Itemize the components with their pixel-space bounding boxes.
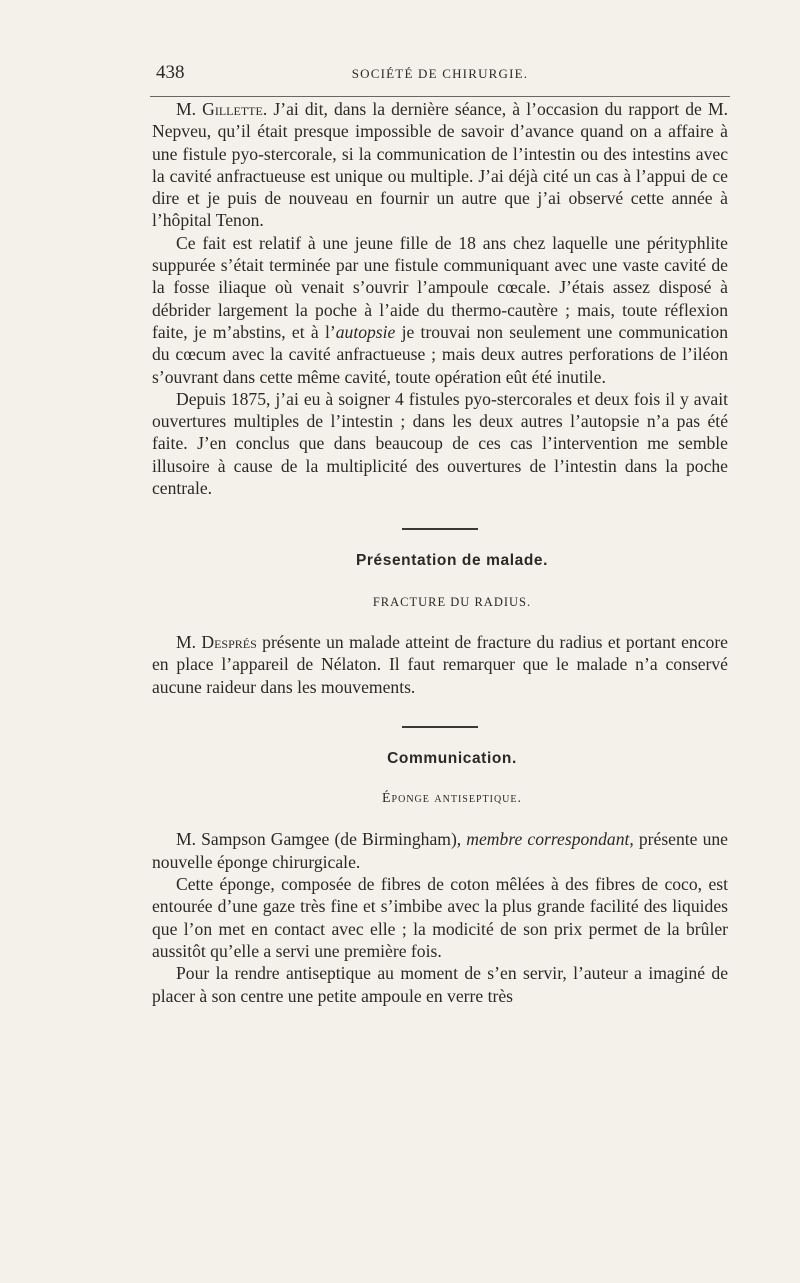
section-subtitle-eponge: Éponge antiseptique. — [382, 791, 522, 807]
section-communication — [152, 726, 728, 811]
body-text — [152, 98, 728, 1007]
paragraph-since-1875 — [152, 388, 728, 499]
paragraph-case — [152, 232, 728, 388]
section-subtitle-fracture: FRACTURE DU RADIUS. — [372, 594, 532, 609]
paragraph-gamgee-italic: membre correspondant, — [466, 829, 634, 850]
paragraph-antiseptique-text: Pour la rendre antiseptique au moment de s’en servir, l’auteur a imaginé de placer à son centre une petite ampoule en verre très — [152, 963, 728, 1006]
paragraph-case-before: Ce fait est relatif à une jeune fille de 18 ans chez laquelle une pérityphlite suppurée s’était terminée par une fistule communiquant avec une vaste cavité de la fosse iliaque où venait s’ouvrir l’ampoule cœcale. J’étais assez disposé à débrider largement la poche à l’aide du thermo-cautère ; mais, toute réflexion faite, je m’abstins, et à l’ — [152, 232, 728, 342]
paragraph-antiseptique — [152, 962, 728, 1007]
speaker-despres: M. Després — [176, 631, 257, 652]
section-title-communication: Communication. — [387, 749, 517, 767]
paragraph-gillette — [152, 98, 728, 232]
section-title-presentation: Présentation de malade. — [355, 552, 549, 570]
paragraph-gillette-text: J’ai dit, dans la dernière séance, à l’occasion du rapport de M. Nepveu, qu’il était presque impossible de savoir d’avance quand on a affaire à une fistule pyo-stercorale, si la communication de l’intestin ou des intestins avec la cavité anfractueuse est unique ou multiple. J’ai déjà cité un cas à l’appui de ce dire et je puis de nouveau en fournir un autre que j’ai observé cette année à l’hôpital Tenon. — [152, 99, 728, 231]
paragraph-gamgee — [152, 828, 728, 873]
paragraph-despres-text: présente un malade atteint de fracture du radius et portant encore en place l’appareil de Nélaton. Il faut remarquer que le malade n’a conservé aucune raideur dans les mouvements. — [152, 631, 728, 697]
running-title: SOCIÉTÉ DE CHIRURGIE. — [351, 66, 529, 81]
paragraph-gamgee-after: présente une nouvelle éponge chirurgicale. — [152, 829, 728, 872]
section-rule — [402, 528, 478, 530]
paragraph-eponge-text: Cette éponge, composée de fibres de coton mêlées à des fibres de coco, est entourée d’une gaze très fine et s’imbibe avec la plus grande facilité des liquides que l’on met en contact avec elle ; la modicité de son prix permet de la brûler aussitôt qu’elle a servi une première fois. — [152, 874, 728, 961]
paragraph-gamgee-before: M. Sampson Gamgee (de Birmingham), — [176, 829, 467, 850]
page-header — [150, 56, 730, 97]
paragraph-case-italic: autopsie — [335, 321, 396, 342]
page-number: 438 — [156, 62, 185, 83]
paragraph-eponge — [152, 873, 728, 962]
section-presentation — [152, 528, 728, 613]
paragraph-despres — [152, 631, 728, 698]
paragraph-since-1875-text: Depuis 1875, j’ai eu à soigner 4 fistules pyo-stercorales et deux fois il y avait ouvertures multiples de l’intestin ; dans les deux autres l’autopsie n’a pas été faite. J’en conclus que dans beaucoup de ces cas l’intervention me semble illusoire à cause de la multiplicité des ouvertures de l’intestin dans la poche centrale. — [152, 388, 728, 499]
section-rule — [402, 726, 478, 728]
speaker-gillette: M. Gillette. — [176, 99, 268, 119]
paragraph-case-after: je trouvai non seulement une communication du cœcum avec la cavité anfractueuse ; mais deux autres perforations de l’iléon s’ouvrant dans cette même cavité, toute opération eût été inutile. — [152, 321, 728, 387]
